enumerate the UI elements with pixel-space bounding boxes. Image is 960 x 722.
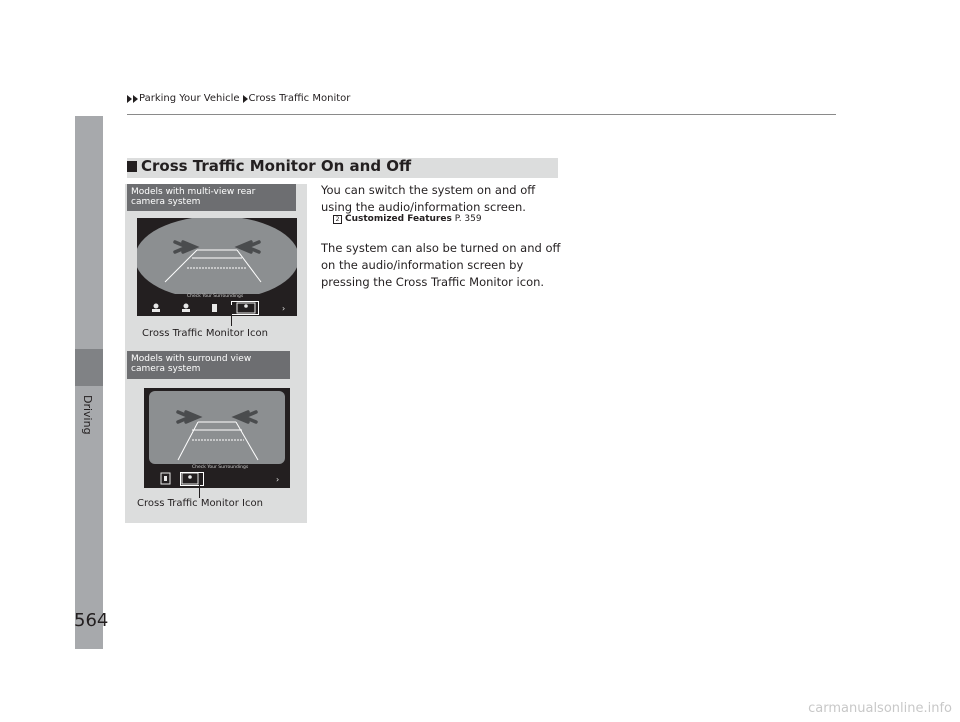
cross-traffic-monitor-icon[interactable] [180,472,204,486]
callout-leader-line [231,305,232,326]
chapter-label [78,395,98,435]
breadcrumb [127,93,353,104]
cross-reference[interactable] [333,214,482,224]
breadcrumb-item[interactable]: Parking Your Vehicle [139,93,240,104]
svg-text:›: › [282,304,286,313]
section-title-text: Cross Traffic Monitor On and Off [141,157,412,175]
reference-arrow-icon: 2 [333,215,342,224]
page-number: 564 [74,610,109,631]
callout-label: Cross Traffic Monitor Icon [137,498,263,509]
callout-label: Cross Traffic Monitor Icon [142,328,268,339]
header-divider [127,114,836,115]
rear-camera-view [144,388,290,488]
xref-page: P. 359 [454,214,482,224]
chapter-label-text: Driving [81,395,94,435]
xref-label: Customized Features [345,214,452,224]
breadcrumb-item[interactable]: Cross Traffic Monitor [248,93,351,104]
breadcrumb-arrow-icon [133,95,138,103]
camera-screen-multi-view [137,218,297,316]
model-label: Models with surround view camera system [127,351,290,379]
screen-caption: Check Your Surroundings [192,465,249,470]
body-paragraph: You can switch the system on and off using the audio/information screen. [321,183,536,214]
cross-traffic-monitor-icon[interactable] [231,301,259,315]
model-label: Models with multi-view rear camera system [127,184,296,211]
section-title [127,157,411,175]
watermark: carmanualsonline.info [808,701,952,716]
rear-camera-view [137,218,297,316]
chapter-side-tab-marker [75,349,103,386]
body-paragraph: The system can also be turned on and off on the audio/information screen by pressing the Cross Traffic Monitor icon. [321,241,561,289]
svg-text:›: › [276,475,280,484]
section-square-icon [127,161,137,172]
breadcrumb-arrow-icon [127,95,132,103]
callout-leader-line [199,476,200,498]
breadcrumb-arrow-icon [243,95,248,103]
camera-screen-surround-view [144,388,290,488]
screen-caption: Check Your Surroundings [187,294,244,299]
